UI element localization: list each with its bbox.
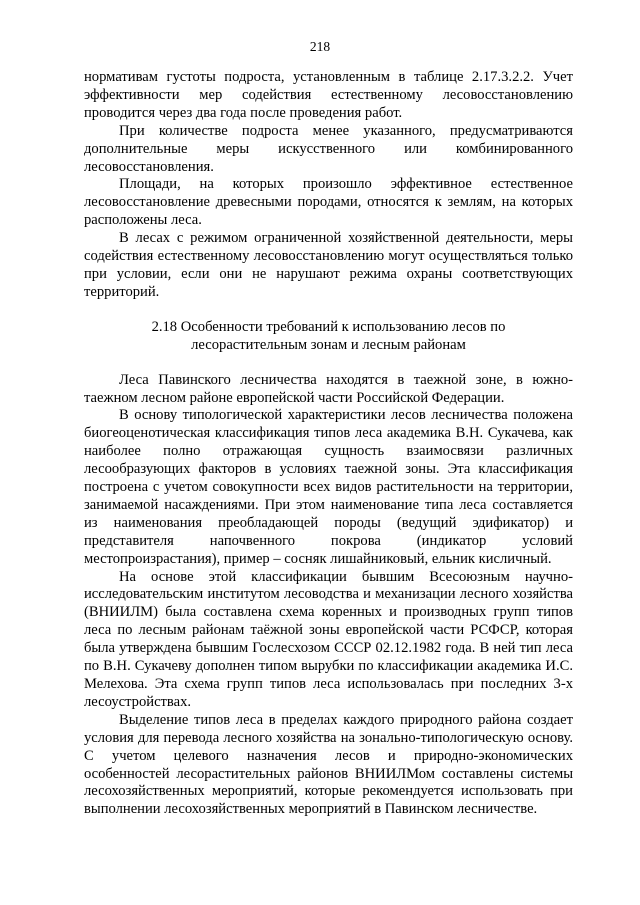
paragraph: Площади, на которых произошло эффективное естественное лесовосстановление древесными породами, относятся к землям, на которых расположены леса.: [84, 176, 573, 229]
paragraph: В основу типологической характеристики лесов лесничества положена биогеоценотическая классификация типов леса академика В.Н. Сукачева, как наиболее полно отражающая сущность взаимосвязи различных лесообразующих факторов в условиях таежной зоны. Эта классификация построена с учетом совокупности всех видов растительности на территории, занимаемой насаждениями. При этом наименование типа леса составляется из наименования преобладающей породы (ведущий эдификатор) и представителя напочвенного покрова (индикатор условий местопроизрастания), пример – сосняк лишайниковый, ельник кисличный.: [84, 407, 573, 567]
section-heading-line: 2.18 Особенности требований к использованию лесов по: [151, 318, 506, 335]
section-heading: [84, 319, 573, 355]
page-number: 218: [309, 39, 331, 54]
paragraph: В лесах с режимом ограниченной хозяйственной деятельности, меры содействия естественному лесовосстановлению могут осуществляться только при условии, если они не нарушают режима охраны соответствующих территорий.: [84, 230, 573, 300]
body-text: [84, 69, 573, 819]
paragraph: Леса Павинского лесничества находятся в таежной зоне, в южно-таежном лесном районе европейской части Российской Федерации.: [84, 371, 573, 406]
paragraph: На основе этой классификации бывшим Всесоюзным научно-исследовательским институтом лесоводства и механизации лесного хозяйства (ВНИИЛМ) была составлена схема коренных и производных групп типов леса по лесным районам таёжной зоны европейской части РСФСР, которая была утверждена бывшим Гослесхозом СССР 02.12.1982 года. В ней тип леса по В.Н. Сукачеву дополнен типом вырубки по классификации академика И.С. Мелехова. Эта схема групп типов леса использовалась при последних 3-х лесоустройствах.: [84, 568, 573, 710]
section-heading-line: лесорастительным зонам и лесным районам: [191, 336, 466, 353]
paragraph: Выделение типов леса в пределах каждого природного района создает условия для перевода лесного хозяйства на зонально-типологическую основу. С учетом целевого назначения лесов и природно-экономических особенностей лесорастительных районов ВНИИЛМом составлены системы лесохозяйственных мероприятий, которые рекомендуется использовать при выполнении лесохозяйственных мероприятий в Павинском лесничестве.: [84, 711, 573, 818]
paragraph: нормативам густоты подроста, установленным в таблице 2.17.3.2.2. Учет эффективности мер содействия естественному лесовосстановлению проводится через два года после проведения работ.: [84, 69, 573, 121]
paragraph: При количестве подроста менее указанного, предусматриваются дополнительные меры искусственного или комбинированного лесовосстановления.: [84, 122, 573, 175]
